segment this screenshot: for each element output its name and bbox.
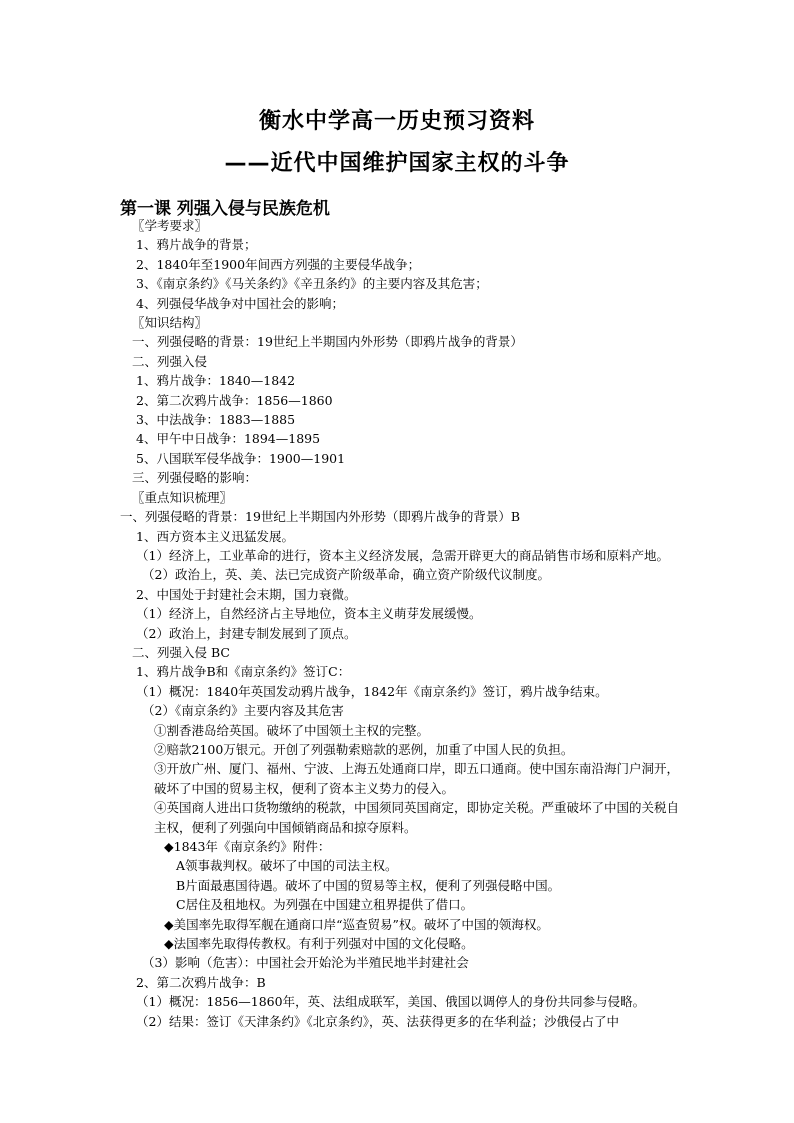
section-label: 〖重点知识梳理〗	[132, 489, 233, 505]
point-detail: （2）政治上，封建专制发展到了顶点。	[136, 625, 357, 641]
point-heading: 一、列强侵略的背景：19世纪上半期国内外形势（即鸦片战争的背景）B	[120, 509, 521, 525]
point-item: 2、中国处于封建社会末期，国力衰微。	[136, 586, 357, 602]
war-item: 2、第二次鸦片战争：1856—1860	[136, 392, 333, 408]
point-detail: （1）概况：1840年英国发动鸦片战争，1842年《南京条约》签订，鸦片战争结束。	[136, 683, 608, 699]
lesson-heading: 第一课 列强入侵与民族危机	[120, 199, 330, 219]
requirement-item: 2、1840年至1900年间西方列强的主要侵华战争；	[136, 256, 421, 272]
point-detail: （1）概况：1856—1860年，英、法组成联军，美国、俄国以调停人的身份共同参与侵略。	[136, 994, 646, 1010]
treaty-clause: ②赔款2100万银元。开创了列强勒索赔款的恶例，加重了中国人民的负担。	[154, 741, 574, 757]
point-detail: （2）结果：签订《天津条约》《北京条约》，英、法获得更多的在华利益；沙俄侵占了中	[136, 1013, 619, 1029]
annex-item: A领事裁判权。破坏了中国的司法主权。	[176, 858, 398, 874]
structure-item: 三、列强侵略的影响：	[132, 470, 258, 486]
point-detail: （2）政治上，英、美、法已完成资产阶级革命，确立资产阶级代议制度。	[142, 567, 550, 583]
requirement-item: 3、《南京条约》《马关条约》《辛丑条约》的主要内容及其危害；	[136, 276, 488, 292]
point-heading: 二、列强入侵 BC	[132, 644, 230, 660]
structure-item: 二、列强入侵	[132, 353, 208, 369]
structure-item: 一、列强侵略的背景：19世纪上半期国内外形势（即鸦片战争的背景）	[132, 334, 523, 350]
war-item: 3、中法战争：1883—1885	[136, 412, 296, 428]
point-detail: （2）《南京条约》主要内容及其危害	[142, 703, 344, 719]
section-label: 〖学考要求〗	[132, 218, 208, 233]
annex-note: ◆法国率先取得传教权。有利于列强对中国的文化侵略。	[164, 936, 474, 952]
document-body	[120, 216, 680, 1031]
requirement-item: 4、列强侵华战争对中国社会的影响；	[136, 295, 344, 311]
war-item: 4、甲午中日战争：1894—1895	[136, 431, 321, 447]
treaty-clause: ④英国商人进出口货物缴纳的税款，中国须同英国商定，即协定关税。严重破坏了中国的关税自主权，便利了列强向中国倾销商品和掠夺原料。	[154, 800, 680, 835]
annex-note: ◆美国率先取得军舰在通商口岸“巡查贸易”权。破坏了中国的领海权。	[164, 916, 549, 932]
section-label: 〖知识结构〗	[132, 315, 208, 331]
annex-item: B片面最惠国待遇。破坏了中国的贸易等主权，便利了列强侵略中国。	[176, 877, 561, 893]
annex-item: C居住及租地权。为列强在中国建立租界提供了借口。	[176, 897, 474, 913]
point-item: 2、第二次鸦片战争：B	[136, 974, 266, 990]
document-title: 衡水中学高一历史预习资料	[258, 109, 535, 134]
treaty-clause: ③开放广州、厦门、福州、宁波、上海五处通商口岸，即五口通商。使中国东南沿海门户洞开，破坏了中国的贸易主权，便利了资本主义势力的侵入。	[154, 761, 680, 796]
document-subtitle: ——近代中国维护国家主权的斗争	[224, 151, 570, 176]
treaty-clause: ①割香港岛给英国。破坏了中国领土主权的完整。	[154, 722, 430, 738]
point-detail: （1）经济上，工业革命的进行，资本主义经济发展，急需开辟更大的商品销售市场和原料产地。	[136, 547, 669, 563]
point-detail: （3）影响（危害）：中国社会开始沦为半殖民地半封建社会	[142, 955, 469, 971]
war-item: 1、鸦片战争：1840—1842	[136, 373, 296, 389]
annex-heading: ◆1843年《南京条约》附件：	[164, 839, 331, 854]
point-item: 1、西方资本主义迅猛发展。	[136, 528, 294, 544]
point-detail: （1）经济上，自然经济占主导地位，资本主义萌芽发展缓慢。	[136, 606, 482, 622]
requirement-item: 1、鸦片战争的背景；	[136, 237, 257, 253]
war-item: 5、八国联军侵华战争：1900—1901	[136, 450, 346, 466]
point-item: 1、鸦片战争B和《南京条约》签订C：	[136, 664, 351, 680]
